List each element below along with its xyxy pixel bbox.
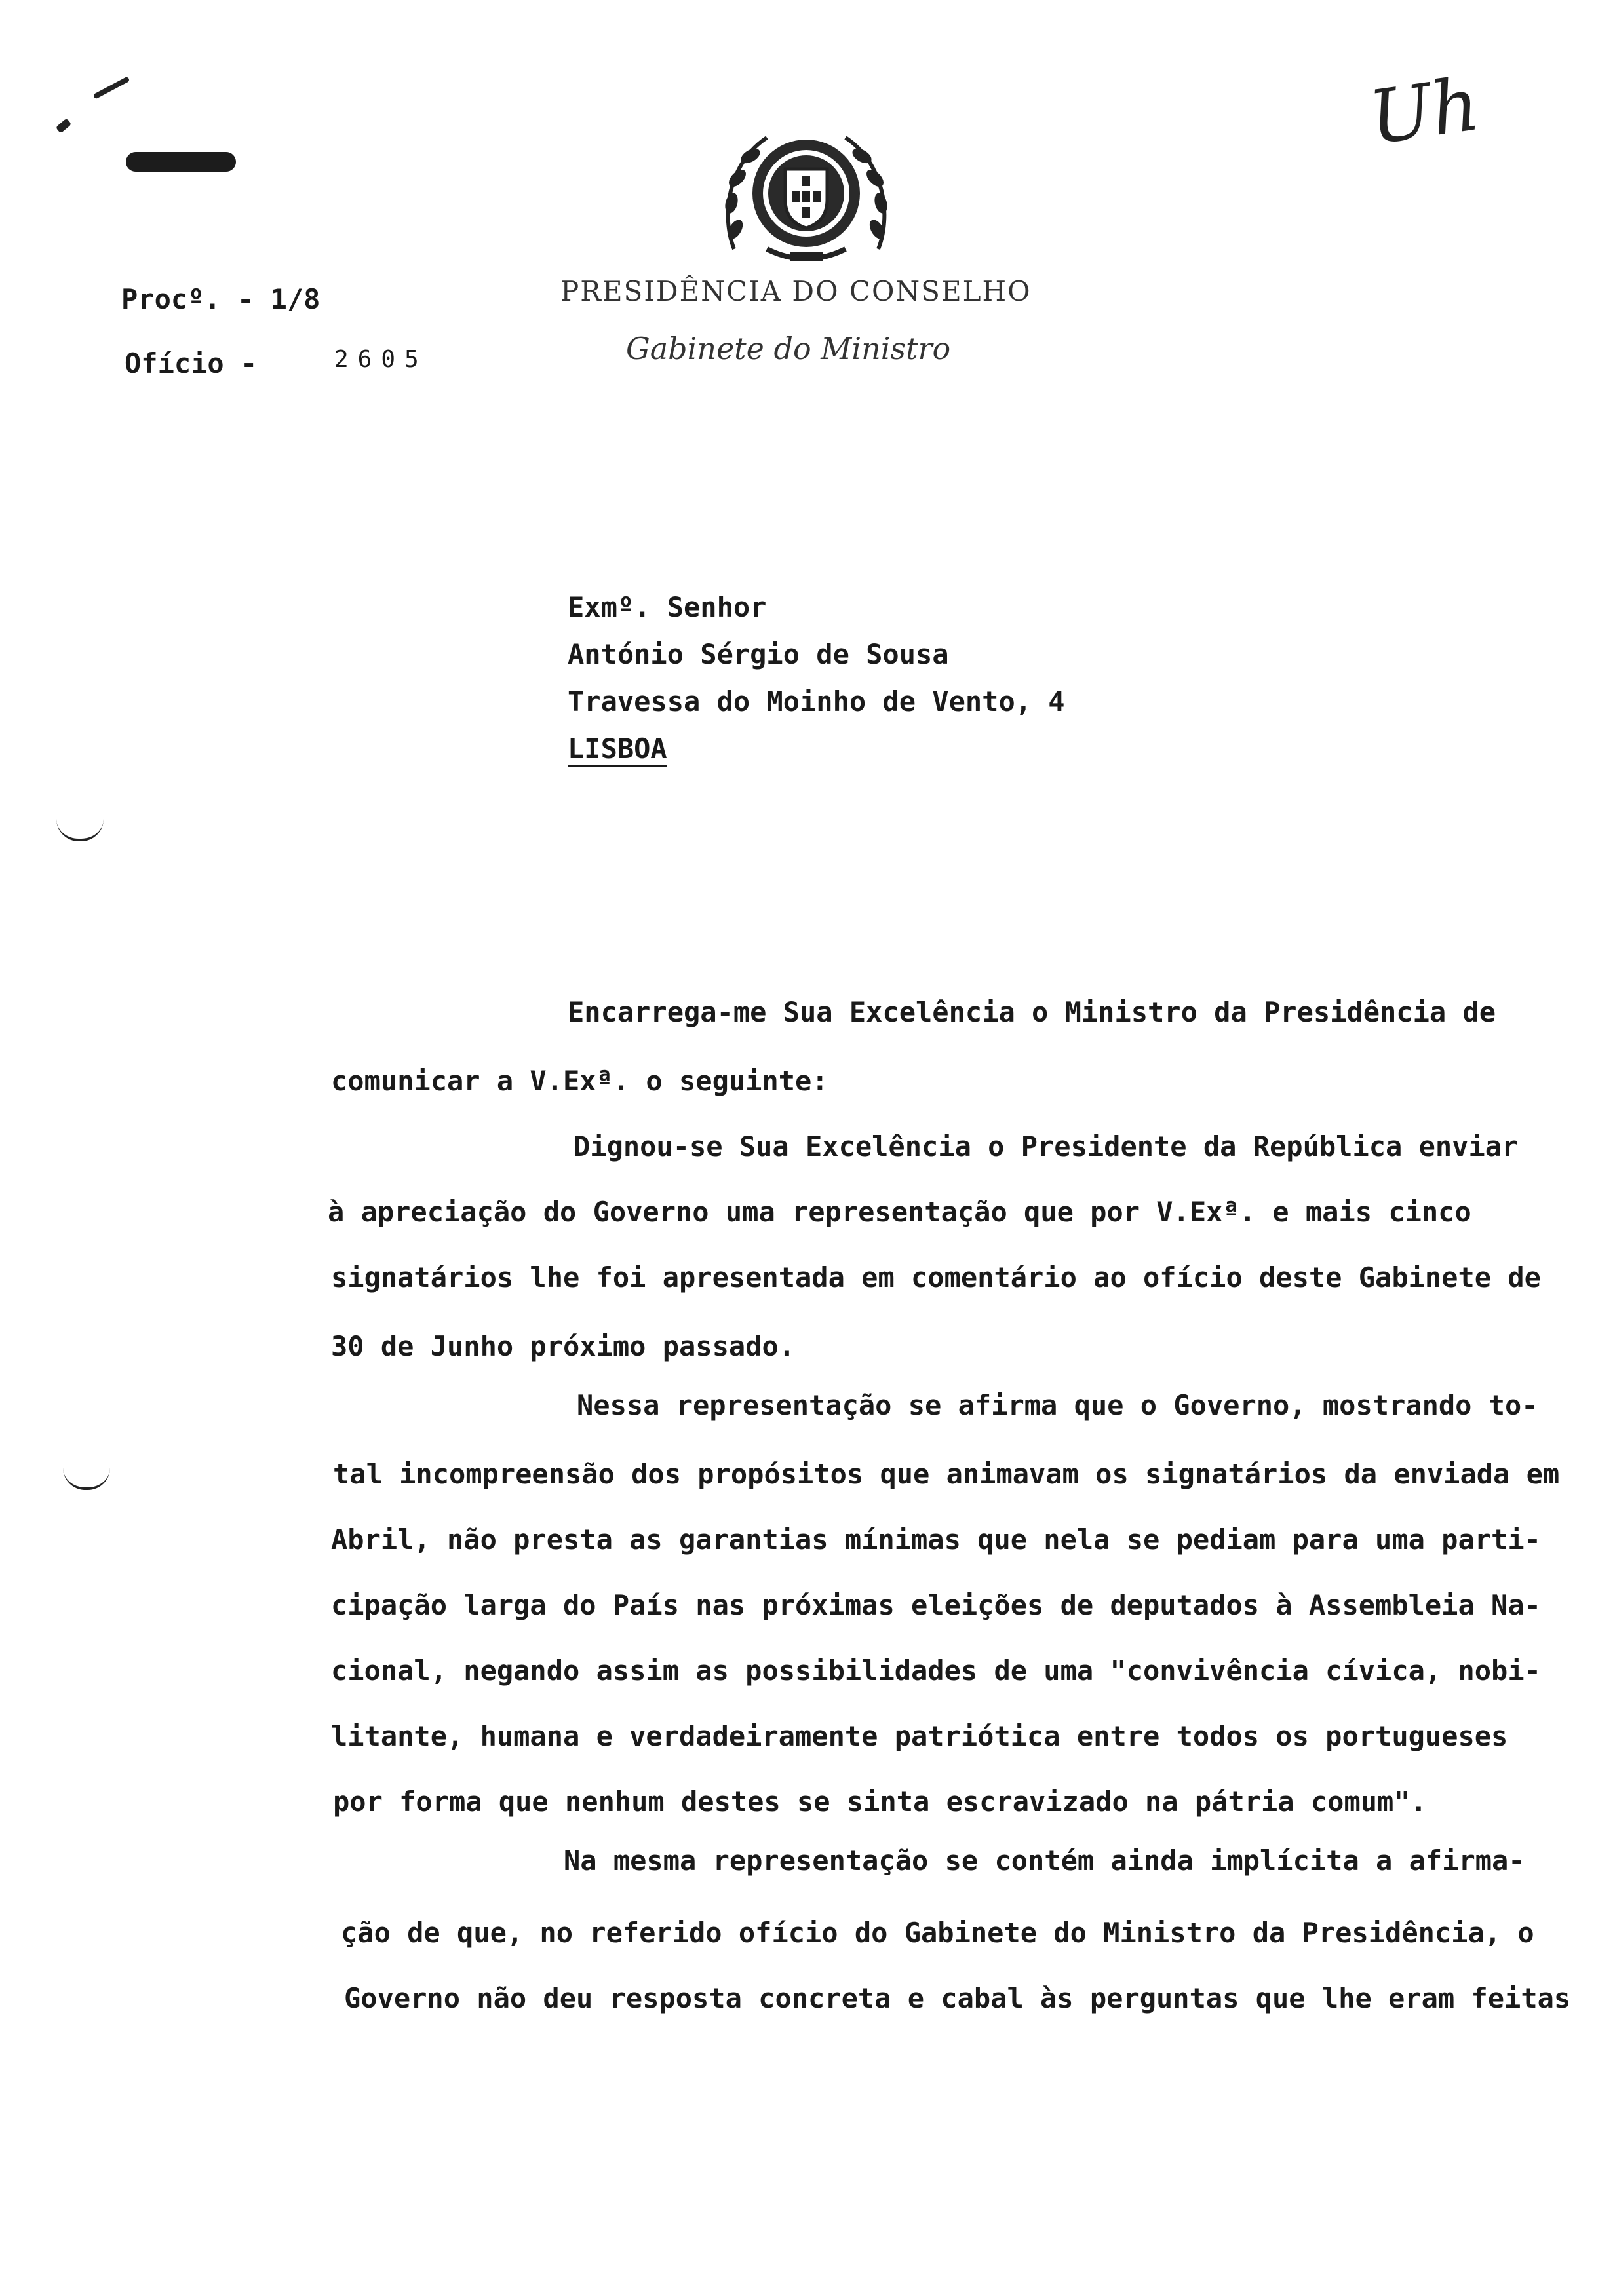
- process-reference: Procº. - 1/8: [121, 283, 321, 315]
- body-line: Na mesma representação se contém ainda implícita a afirma-: [564, 1845, 1525, 1877]
- ink-mark: [93, 76, 130, 99]
- body-line: Encarrega-me Sua Excelência o Ministro da Presidência de: [568, 996, 1496, 1028]
- punch-hole-mark: [63, 1468, 110, 1490]
- coat-of-arms-emblem: [708, 118, 905, 275]
- body-line: cional, negando assim as possibilidades de uma "convivência cívica, nobi-: [331, 1655, 1541, 1687]
- body-line: Nessa representação se afirma que o Governo, mostrando to-: [577, 1389, 1538, 1421]
- address-city: LISBOA: [568, 733, 667, 765]
- body-line: tal incompreensão dos propósitos que animavam os signatários da enviada em: [333, 1458, 1560, 1490]
- body-line: Dignou-se Sua Excelência o Presidente da República enviar: [574, 1130, 1519, 1162]
- address-salutation: Exmº. Senhor: [568, 591, 767, 623]
- body-line: à apreciação do Governo uma representação que por V.Exª. e mais cinco: [328, 1196, 1471, 1228]
- body-line: 30 de Junho próximo passado.: [331, 1330, 796, 1362]
- body-line: signatários lhe foi apresentada em comentário ao ofício deste Gabinete de: [331, 1261, 1541, 1293]
- address-street: Travessa do Moinho de Vento, 4: [568, 685, 1065, 718]
- oficio-number: 2605: [334, 346, 428, 373]
- ink-mark: [56, 118, 72, 133]
- body-line: por forma que nenhum destes se sinta escravizado na pátria comum".: [333, 1786, 1427, 1818]
- redaction-mark: [126, 152, 236, 172]
- letterhead-subtitle: Gabinete do Ministro: [626, 331, 951, 366]
- body-line: ção de que, no referido ofício do Gabinete do Ministro da Presidência, o: [341, 1917, 1534, 1949]
- punch-hole-mark: [56, 819, 104, 841]
- body-line: comunicar a V.Exª. o seguinte:: [331, 1065, 828, 1097]
- address-name: António Sérgio de Sousa: [568, 638, 949, 670]
- letterhead-title: PRESIDÊNCIA DO CONSELHO: [560, 275, 1032, 307]
- body-line: cipação larga do País nas próximas eleições de deputados à Assembleia Na-: [331, 1589, 1541, 1621]
- oficio-label: Ofício -: [125, 347, 258, 379]
- body-line: litante, humana e verdadeiramente patriótica entre todos os portugueses: [331, 1720, 1508, 1752]
- handwritten-note: Uh: [1364, 62, 1485, 161]
- body-line: Abril, não presta as garantias mínimas que nela se pediam para uma parti-: [331, 1523, 1541, 1556]
- body-line: Governo não deu resposta concreta e cabal às perguntas que lhe eram feitas: [344, 1982, 1571, 2014]
